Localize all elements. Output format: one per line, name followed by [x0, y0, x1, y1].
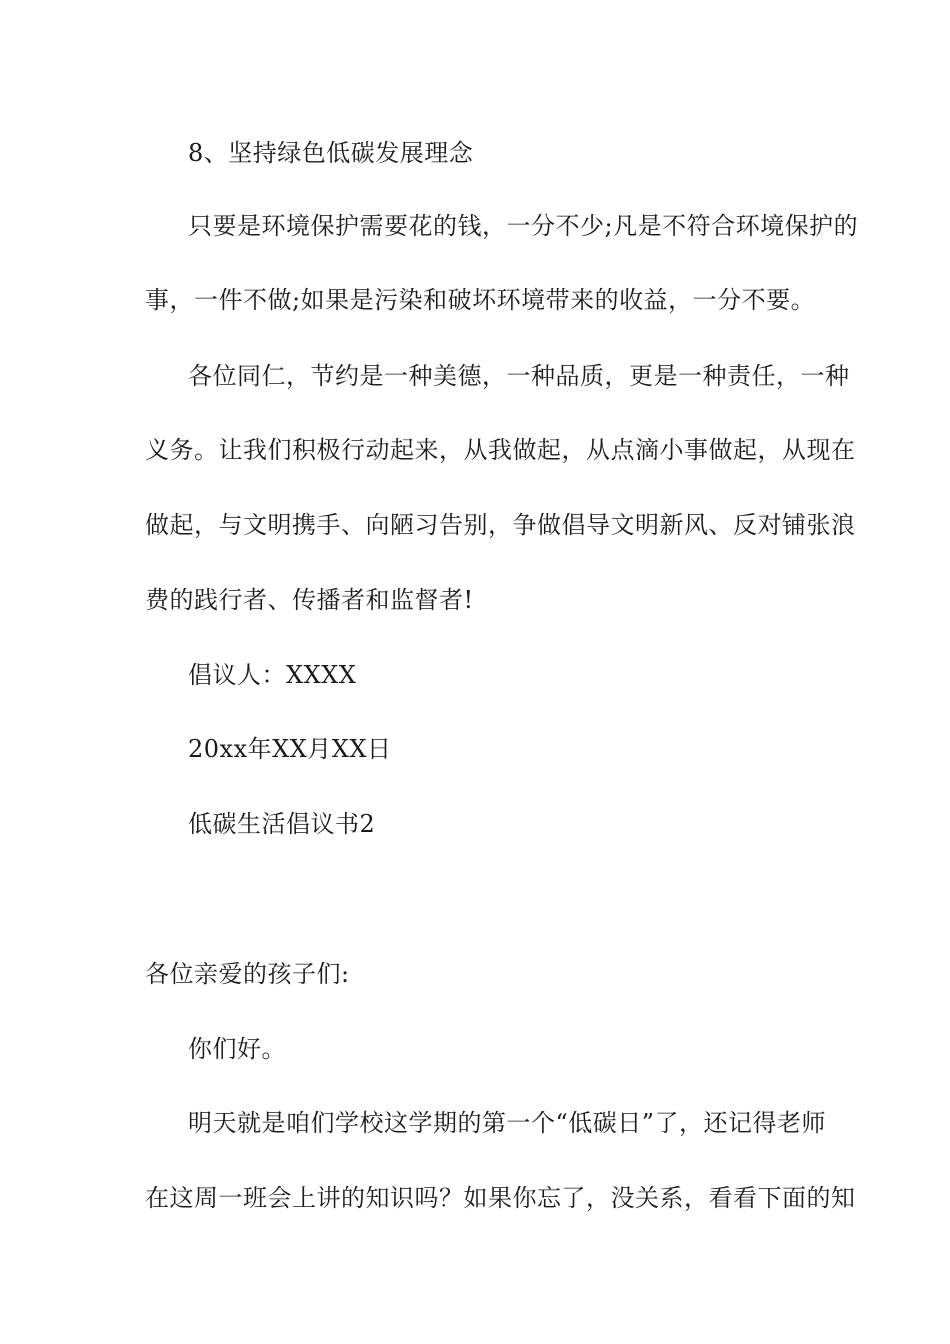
document-title: 低碳生活倡议书2 — [188, 810, 376, 838]
paragraph-line: 义务。让我们积极行动起来，从我做起，从点滴小事做起，从现在 — [145, 436, 856, 464]
paragraph-line: 事，一件不做;如果是污染和破坏环境带来的收益，一分不要。 — [145, 286, 816, 314]
paragraph-line: 费的践行者、传播者和监督者! — [145, 586, 474, 614]
date-line: 20xx年XX月XX日 — [188, 735, 392, 763]
paragraph-line: 明天就是咱们学校这学期的第一个“低碳日”了，还记得老师 — [188, 1109, 827, 1137]
greeting: 你们好。 — [188, 1035, 286, 1063]
paragraph-line: 各位同仁，节约是一种美德，一种品质，更是一种责任，一种 — [188, 362, 850, 390]
salutation: 各位亲爱的孩子们: — [145, 960, 350, 988]
section-heading: 8、坚持绿色低碳发展理念 — [188, 139, 474, 167]
paragraph-line: 做起，与文明携手、向陋习告别，争做倡导文明新风、反对铺张浪 — [145, 511, 856, 539]
paragraph-line: 在这周一班会上讲的知识吗？如果你忘了，没关系，看看下面的知 — [145, 1184, 856, 1212]
signatory-line: 倡议人：XXXX — [188, 661, 357, 689]
paragraph-line: 只要是环境保护需要花的钱，一分不少;凡是不符合环境保护的 — [188, 212, 859, 240]
